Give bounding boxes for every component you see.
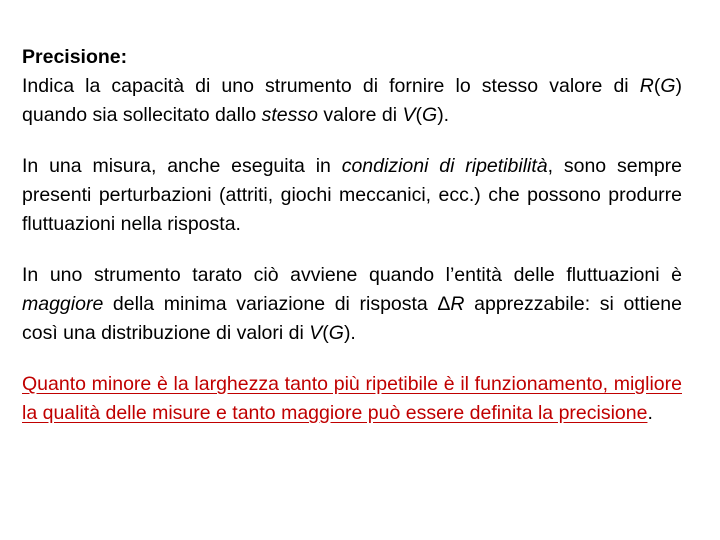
symbol-g: G <box>660 75 676 97</box>
symbol-g-2: G <box>422 104 438 126</box>
perturbation-paragraph <box>22 152 682 239</box>
tarato-text-2: della minima variazione di risposta Δ <box>103 293 451 315</box>
conclusion-highlight: Quanto minore è la larghezza tanto più ripetibile è il funzionamento, migliore la qualità delle misure e tanto maggiore può essere definita la precisione <box>22 373 682 424</box>
definition-text: Indica la capacità di uno strumento di fornire lo stesso valore di <box>22 75 640 97</box>
tarato-end: ). <box>343 322 356 344</box>
conclusion-paragraph <box>22 370 682 428</box>
paragraph-gap <box>22 130 682 152</box>
paren-open: ( <box>653 75 661 97</box>
symbol-v: V <box>402 104 416 126</box>
slide-title: Precisione: <box>22 46 128 68</box>
symbol-r-2: R <box>450 293 465 315</box>
definition-end: ). <box>437 104 450 126</box>
definition-text-3: valore di <box>317 104 403 126</box>
symbol-g-3: G <box>328 322 344 344</box>
tarato-text: In uno strumento tarato ciò avviene quando l’entità delle fluttuazioni è <box>22 264 682 286</box>
slide-content <box>22 43 682 428</box>
maggiore-emphasis: maggiore <box>22 293 104 315</box>
paragraph-gap <box>22 348 682 370</box>
ripetibilita-emphasis: condizioni di ripetibilità <box>341 155 548 177</box>
title-paragraph <box>22 43 682 72</box>
paren-open-3: ( <box>322 322 329 344</box>
tarato-text-3: apprezzabile: si ottiene così una distribuzione di valori di <box>22 293 682 344</box>
paragraph-gap <box>22 239 682 261</box>
symbol-v-2: V <box>309 322 323 344</box>
perturbation-text: In una misura, anche eseguita in <box>22 155 342 177</box>
perturbation-text-2: , sono sempre presenti perturbazioni (attriti, giochi meccanici, ecc.) che possono produrre fluttuazioni nella risposta. <box>22 155 682 235</box>
conclusion-period: . <box>647 402 653 424</box>
stesso-emphasis: stesso <box>261 104 318 126</box>
tarato-paragraph <box>22 261 682 348</box>
definition-text-2: ) quando sia sollecitato dallo <box>22 75 682 126</box>
paren-open-2: ( <box>415 104 423 126</box>
symbol-r: R <box>639 75 654 97</box>
definition-paragraph <box>22 72 682 130</box>
